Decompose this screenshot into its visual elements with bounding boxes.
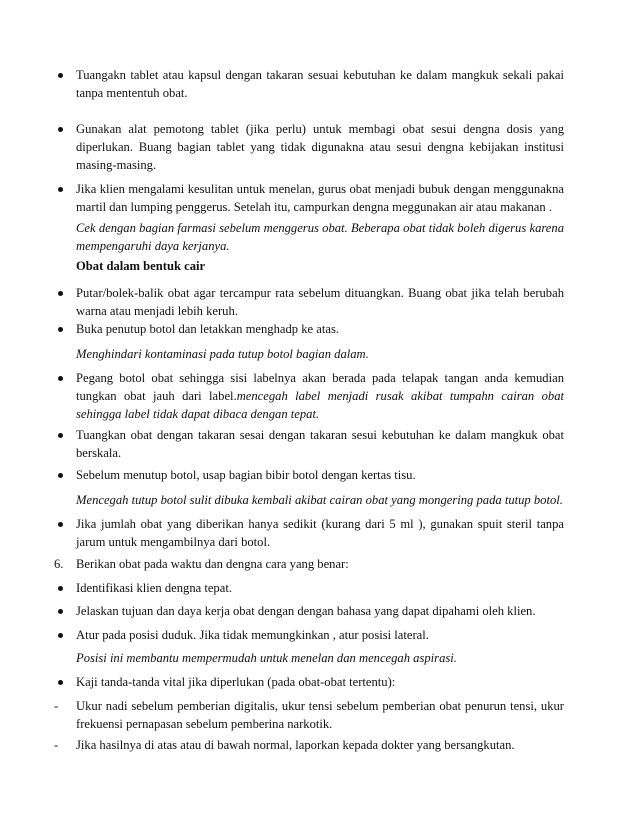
list-item [54,320,564,338]
list-item [54,426,564,462]
bullet-marker [54,602,76,620]
bullet-marker [54,579,76,597]
list-item [54,120,564,174]
bullet-marker [54,626,76,644]
list-item-text: Ukur nadi sebelum pemberian digitalis, ukur tensi sebelum pemberian obat penurun tensi, ukur frekuensi pernapasan sebelum pemberina narkotik. [76,699,564,731]
bullet-marker [54,120,76,138]
bullet-marker [54,180,76,198]
italic-note: Menghindari kontaminasi pada tutup botol bagian dalam. [76,347,369,361]
list-item [54,602,564,620]
list-item-text: Gunakan alat pemotong tablet (jika perlu) untuk membagi obat sesui dengna dosis yang diperlukan. Buang bagian tablet yang tidak digunakna atau sesui dengna kebijakan institusi masing-masing. [76,122,564,172]
dash-marker: - [54,699,59,713]
list-item-text-italic: mencegah label menjadi rusak akibat tumpahn cairan obat sehingga label tidak dapat dibaca dengan tepat. [76,389,564,421]
list-item-text: Putar/bolek-balik obat agar tercampur rata sebelum dituangkan. Buang obat jika telah berubah warna atau menjadi lebih keruh. [76,286,564,318]
dash-item [54,697,564,733]
list-item [54,579,564,597]
list-item-text: Jika hasilnya di atas atau di bawah normal, laporkan kepada dokter yang bersangkutan. [76,738,515,752]
list-item-text [54,369,564,423]
list-item [54,673,564,691]
bullet-marker [54,66,76,84]
list-item [54,284,564,320]
list-item [54,626,564,644]
italic-note: Posisi ini membantu mempermudah untuk menelan dan mencegah aspirasi. [76,651,457,665]
number-marker: 6. [54,557,64,571]
dash-marker: - [54,738,59,752]
list-item-text-plain: Pegang botol obat sehingga sisi labelnya akan berada pada telapak tangan anda kemudian tungkan obat jauh dari label. [76,371,564,403]
list-item [54,66,564,102]
list-item-text: Tuangakn tablet atau kapsul dengan takaran sesuai kebutuhan ke dalam mangkuk sekali pakai tanpa mententuh obat. [76,68,564,100]
list-item-text: Sebelum menutup botol, usap bagian bibir botol dengan kertas tisu. [76,468,416,482]
list-item-text: Kaji tanda-tanda vital jika diperlukan (pada obat-obat tertentu): [76,675,396,689]
bullet-marker [54,426,76,444]
list-item-text: Jelaskan tujuan dan daya kerja obat dengan dengan bahasa yang dapat dipahami oleh klien. [76,604,536,618]
bullet-marker [54,320,76,338]
list-item [54,466,564,484]
italic-note: Cek dengan bagian farmasi sebelum menggerus obat. Beberapa obat tidak boleh digerus karena mempengaruhi daya kerjanya. [76,221,564,253]
list-item [54,515,564,551]
list-item-text: Tuangkan obat dengan takaran sesai dengan takaran sesui kebutuhan ke dalam mangkuk obat berskala. [76,428,564,460]
section-heading: Obat dalam bentuk cair [76,259,206,273]
dash-item [54,736,564,754]
bullet-marker [54,673,76,691]
list-item-text: Identifikasi klien dengna tepat. [76,581,232,595]
bullet-marker [54,369,76,387]
list-item [54,369,564,423]
list-item-text: Berikan obat pada waktu dan dengna cara yang benar: [76,557,349,571]
bullet-marker [54,284,76,302]
italic-note: Mencegah tutup botol sulit dibuka kembali akibat cairan obat yang mongering pada tutup botol. [76,493,563,507]
bullet-marker [54,466,76,484]
list-item-text: Buka penutup botol dan letakkan menghadp ke atas. [76,322,339,336]
list-item-text: Atur pada posisi duduk. Jika tidak memungkinkan , atur posisi lateral. [76,628,429,642]
list-item-text: Jika klien mengalami kesulitan untuk menelan, gurus obat menjadi bubuk dengan menggunakna martil dan lumping penggerus. Setelah itu, campurkan dengna meggunakan air atau makanan . [76,182,564,214]
list-item-text: Jika jumlah obat yang diberikan hanya sedikit (kurang dari 5 ml ), gunakan spuit steril tanpa jarum untuk mengambilnya dari botol. [76,517,564,549]
list-item [54,180,564,216]
numbered-item [54,555,564,573]
bullet-marker [54,515,76,533]
